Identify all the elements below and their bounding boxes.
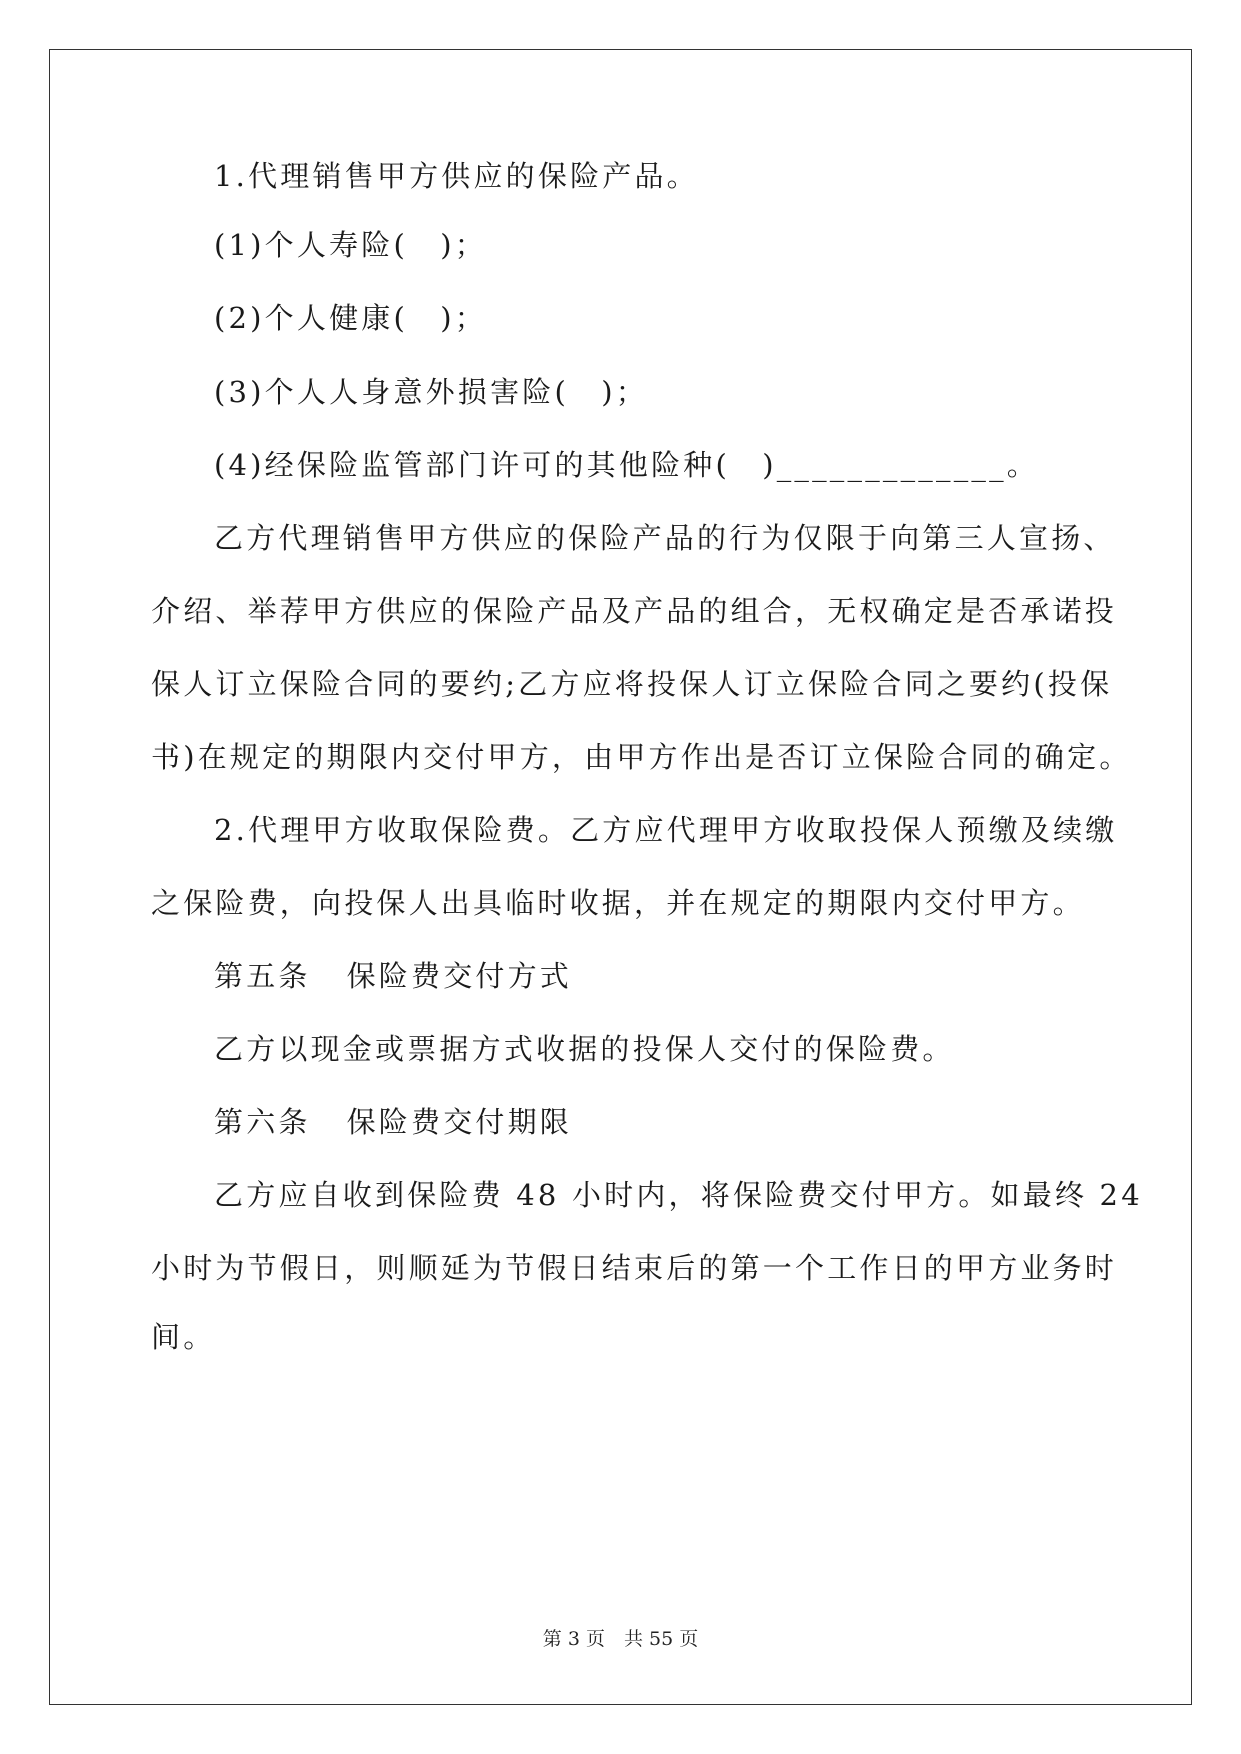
article-6-body-line-2: 小时为节假日，则顺延为节假日结束后的第一个工作日的甲方业务时 [151, 1251, 1118, 1285]
item-2-line-1: 2.代理甲方收取保险费。乙方应代理甲方收取投保人预缴及续缴 [214, 813, 1118, 847]
article-5-heading [214, 958, 572, 994]
article-6-heading [214, 1104, 572, 1140]
article-6-number: 第六条 [214, 1105, 311, 1139]
page-number-footer: 第 3 页 共 55 页 [542, 1628, 699, 1650]
item-1-3-line: (3)个人人身意外损害险( )； [214, 375, 648, 409]
item-1-line: 1.代理销售甲方供应的保险产品。 [214, 159, 699, 193]
article-5-number: 第五条 [214, 959, 311, 993]
article-6-title: 保险费交付期限 [346, 1105, 573, 1139]
item-1-1-line: (1)个人寿险( )； [214, 228, 487, 262]
scope-paragraph-line-2: 介绍、举荐甲方供应的保险产品及产品的组合，无权确定是否承诺投 [151, 594, 1118, 628]
item-1-4-line: (4)经保险监管部门许可的其他险种( )_____________。 [214, 448, 1040, 482]
item-1-2-line: (2)个人健康( )； [214, 301, 487, 335]
article-6-body-line-1: 乙方应自收到保险费 48 小时内，将保险费交付甲方。如最终 24 [214, 1178, 1143, 1212]
scope-paragraph-line-1: 乙方代理销售甲方供应的保险产品的行为仅限于向第三人宣扬、 [214, 521, 1116, 555]
scope-paragraph-line-3: 保人订立保险合同的要约;乙方应将投保人订立保险合同之要约(投保 [151, 667, 1113, 701]
scope-paragraph-line-4: 书)在规定的期限内交付甲方，由甲方作出是否订立保险合同的确定。 [151, 740, 1132, 774]
article-6-body-line-3: 间。 [151, 1320, 216, 1354]
article-5-title: 保险费交付方式 [346, 959, 573, 993]
page-border [49, 49, 1192, 1705]
article-5-body: 乙方以现金或票据方式收据的投保人交付的保险费。 [214, 1032, 955, 1066]
item-2-line-2: 之保险费，向投保人出具临时收据，并在规定的期限内交付甲方。 [151, 886, 1085, 920]
